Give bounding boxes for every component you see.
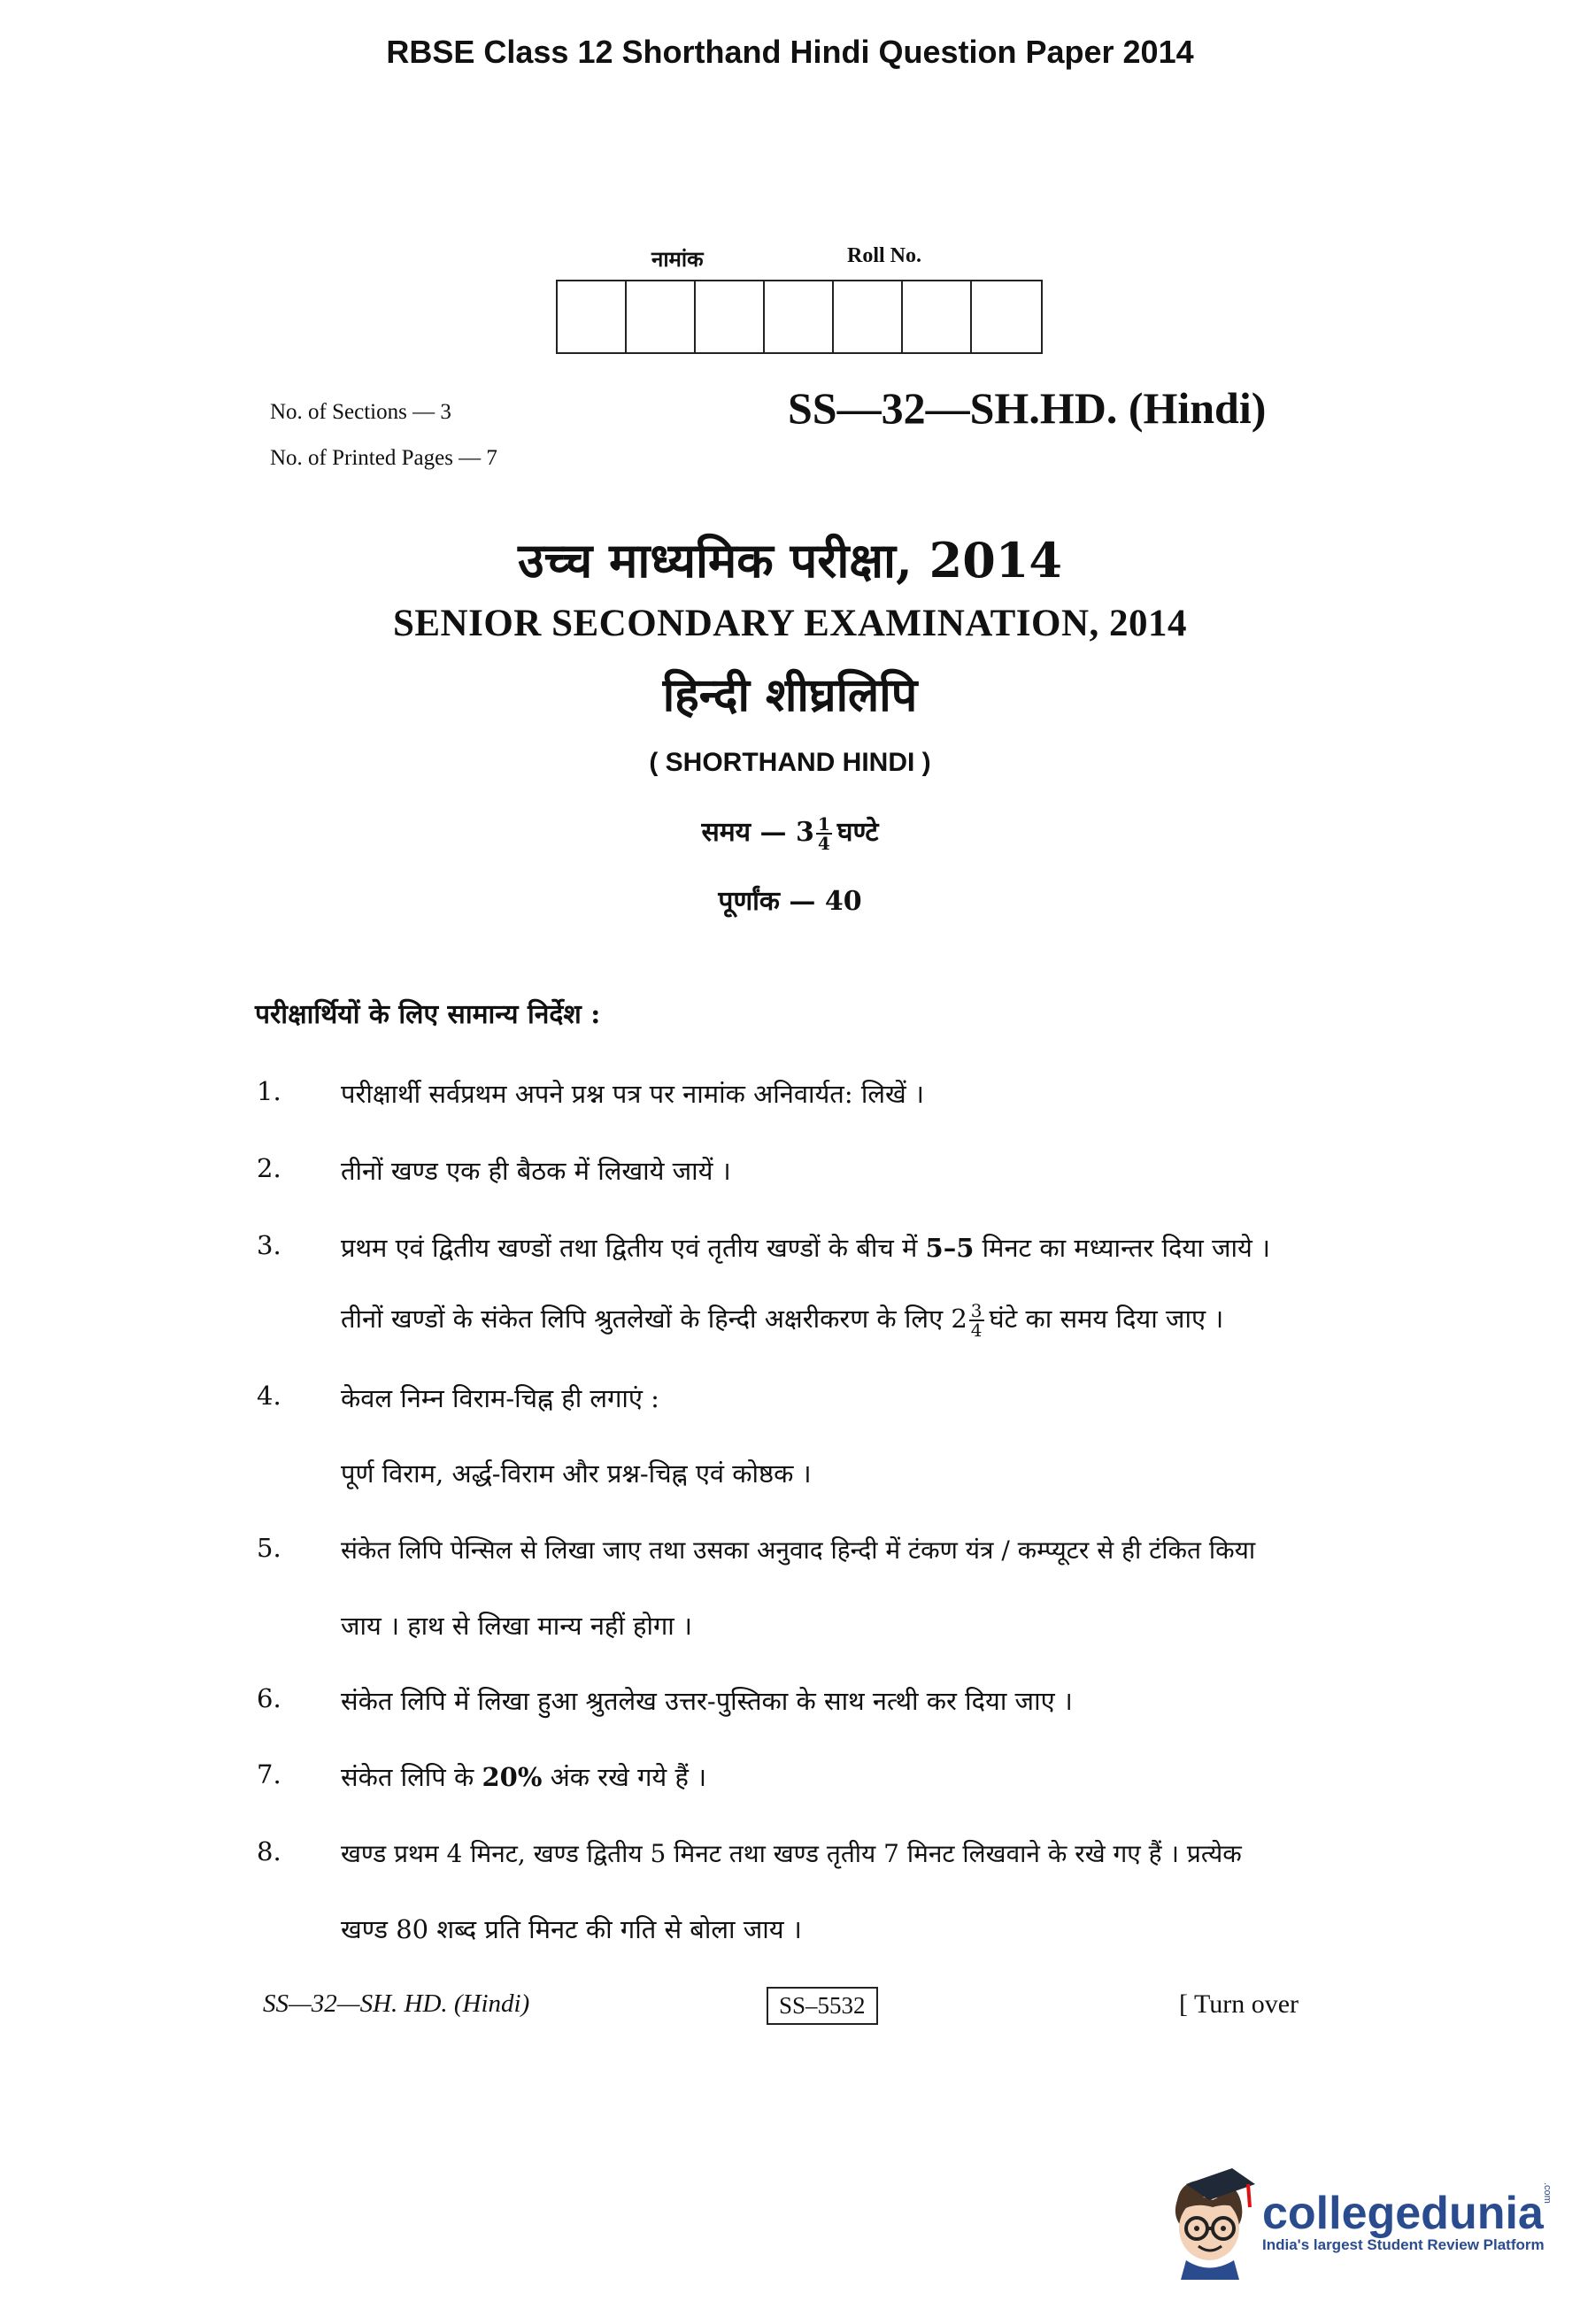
instruction-continuation: खण्ड 80 शब्द प्रति मिनट की गति से बोला जाय । [341,1914,802,1944]
logo-tagline: India's largest Student Review Platform [1262,2236,1545,2253]
roll-label-hindi: नामांक [651,246,704,272]
printed-pages-count: No. of Printed Pages — 7 [270,446,497,470]
roll-box [834,281,903,352]
instructions-heading: परीक्षार्थियों के लिए सामान्य निर्देश : [255,999,601,1030]
instruction-text-part: मिनट का मध्यान्तर दिया जाये । [982,1233,1271,1263]
footer-paper-code: SS—32—SH. HD. (Hindi) [263,1989,530,2018]
fraction-numerator: 1 [817,813,830,835]
roll-box [558,281,627,352]
instruction-number: 3. [257,1230,281,1260]
document-header-title: RBSE Class 12 Shorthand Hindi Question Paper 2014 [386,34,1194,70]
instruction-number: 2. [257,1153,281,1183]
max-marks: पूर्णांक — 40 [718,886,862,917]
instruction-text [341,1759,1363,1794]
instruction-text-part: तीनों खण्डों के संकेत लिपि श्रुतलेखों के हिन्दी अक्षरीकरण के लिए 2 [341,1304,967,1334]
roll-box [696,281,765,352]
turn-over-note: [ Turn over [1179,1989,1299,2019]
instruction-continuation: पूर्ण विराम, अर्द्ध-विराम और प्रश्न-चिह्न एवं कोष्ठक । [341,1458,812,1489]
exam-title-hindi: उच्च माध्यमिक परीक्षा, 2014 [518,532,1062,589]
instruction-number: 4. [257,1381,281,1411]
time-prefix: समय — 3 [701,817,814,848]
instruction-text-part: अंक रखे गये हैं । [550,1762,707,1792]
footer-serial-box: SS–5532 [767,1987,878,2025]
instruction-bold-value: 5–5 [925,1233,975,1263]
roll-box [627,281,696,352]
instruction-number: 5. [257,1533,281,1563]
sections-count: No. of Sections — 3 [270,400,451,424]
mascot-icon [1160,2165,1257,2280]
logo-domain-suffix: .com [1542,2182,1553,2204]
duration-fraction [969,1302,984,1339]
instruction-text [341,1230,1363,1265]
fraction-denominator: 4 [970,1320,983,1341]
instruction-text-part: संकेत लिपि के [341,1762,474,1792]
collegedunia-logo [1160,2165,1545,2280]
instruction-continuation [341,1301,1223,1339]
instruction-text: परीक्षार्थी सर्वप्रथम अपने प्रश्न पत्र पर नामांक अनिवार्यत: लिखें । [341,1079,924,1109]
time-fraction [816,815,832,852]
paper-code: SS—32—SH.HD. (Hindi) [788,383,1267,433]
exam-title-english: SENIOR SECONDARY EXAMINATION, 2014 [392,603,1188,644]
instruction-text: खण्ड प्रथम 4 मिनट, खण्ड द्वितीय 5 मिनट तथा खण्ड तृतीय 7 मिनट लिखवाने के रखे गए हैं । प्रत्येक [341,1839,1242,1868]
logo-name: collegedunia [1262,2188,1544,2239]
instruction-number: 7. [257,1759,281,1789]
instruction-text: संकेत लिपि में लिखा हुआ श्रुतलेख उत्तर-पुस्तिका के साथ नत्थी कर दिया जाए । [341,1686,1073,1716]
instruction-number: 1. [257,1076,281,1106]
instruction-text: तीनों खण्ड एक ही बैठक में लिखाये जायें । [341,1156,731,1186]
instruction-number: 6. [257,1683,281,1713]
fraction-denominator: 4 [817,833,830,854]
roll-box [765,281,834,352]
instruction-continuation: जाय । हाथ से लिखा मान्य नहीं होगा । [341,1611,693,1641]
roll-box [972,281,1041,352]
instruction-text: केवल निम्न विराम-चिह्न ही लगाएं : [341,1383,659,1413]
time-suffix: घण्टे [836,817,879,848]
fraction-numerator: 3 [970,1300,983,1321]
instruction-text-part: घंटे का समय दिया जाए । [989,1304,1224,1334]
instruction-bold-value: 20% [482,1762,543,1792]
subject-title-english: ( SHORTHAND HINDI ) [649,748,931,777]
roll-label-english: Roll No. [847,244,921,267]
instruction-number: 8. [257,1836,281,1866]
instruction-text-part: प्रथम एवं द्वितीय खण्डों तथा द्वितीय एवं तृतीय खण्डों के बीच में [341,1233,918,1263]
exam-duration [0,812,1580,852]
instruction-text: संकेत लिपि पेन्सिल से लिखा जाए तथा उसका अनुवाद हिन्दी में टंकण यंत्र / कम्प्यूटर से ही टंकित किया [341,1535,1256,1565]
roll-box [903,281,972,352]
subject-title-hindi: हिन्दी शीघ्रलिपि [662,668,918,722]
roll-number-boxes [556,280,1043,354]
